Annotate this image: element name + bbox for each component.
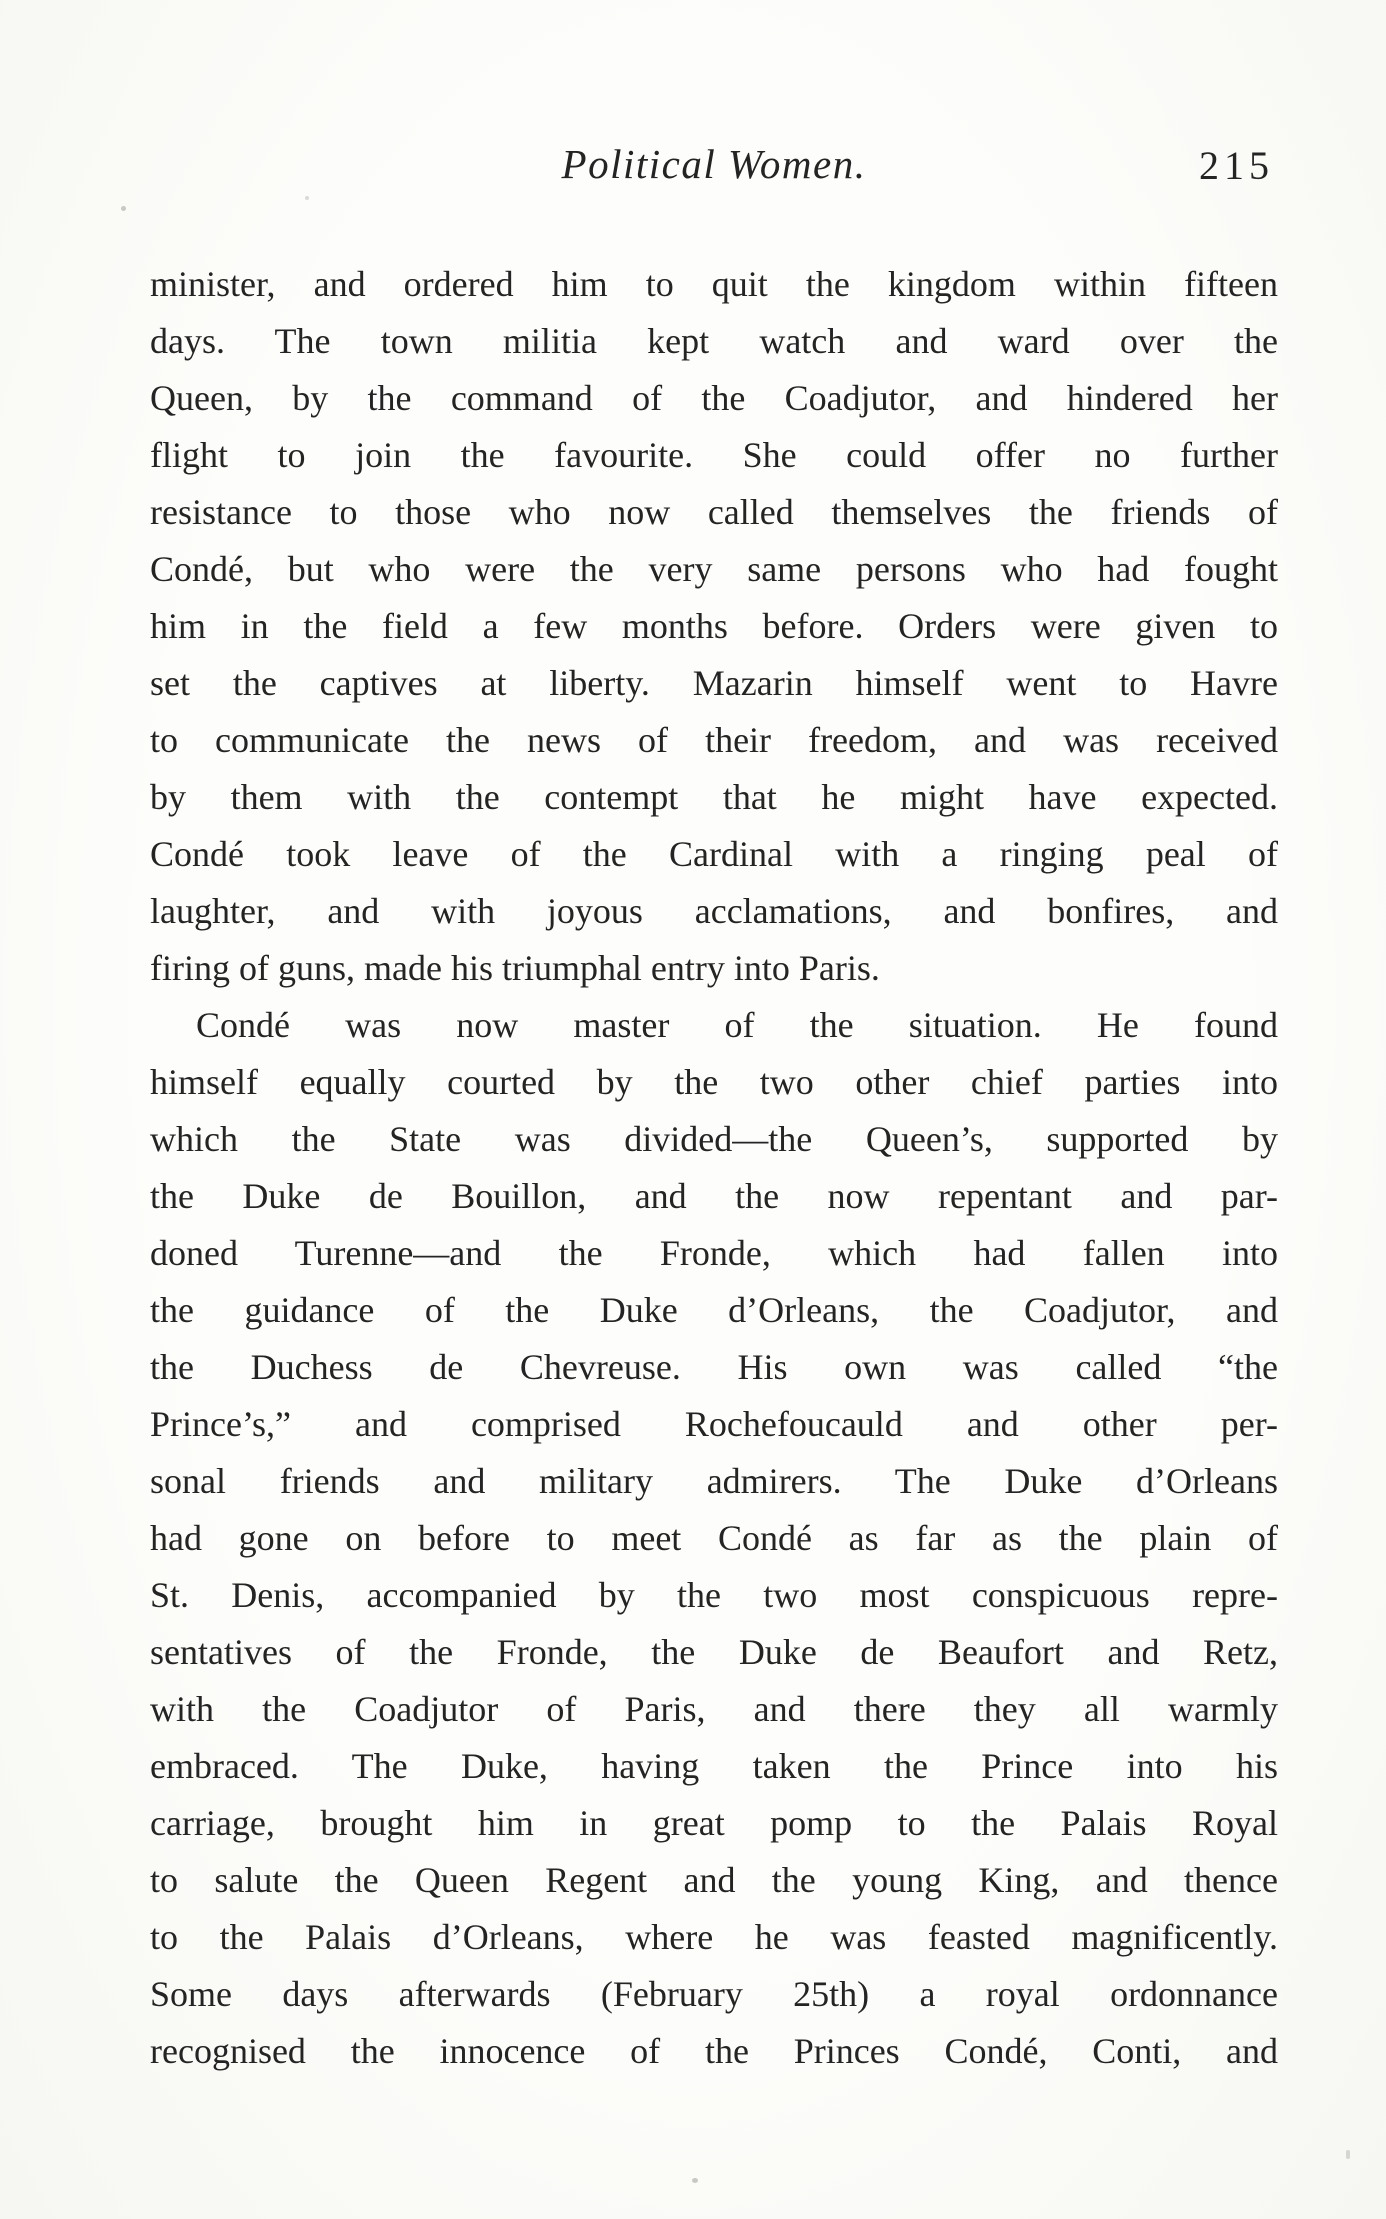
text-line: firing of guns, made his triumphal entry into Paris. [150,948,880,988]
text-line: Condé was now master of the situation. He found [196,1005,1278,1045]
text-line: by them with the contempt that he might have expected. [150,777,1278,817]
text-line: with the Coadjutor of Paris, and there they all warmly [150,1689,1278,1729]
running-header-title: Political Women. [561,141,867,187]
text-line: sentatives of the Fronde, the Duke de Beaufort and Retz, [150,1632,1278,1672]
text-line: laughter, and with joyous acclamations, and bonfires, and [150,891,1278,931]
paragraph [150,256,1278,997]
text-line: to the Palais d’Orleans, where he was feasted magnificently. [150,1917,1278,1957]
text-line: the Duke de Bouillon, and the now repentant and par- [150,1176,1278,1216]
text-line: recognised the innocence of the Princes Condé, Conti, and [150,2031,1278,2071]
text-line: the guidance of the Duke d’Orleans, the Coadjutor, and [150,1290,1278,1330]
text-line: to communicate the news of their freedom, and was received [150,720,1278,760]
text-line: St. Denis, accompanied by the two most conspicuous repre- [150,1575,1278,1615]
text-line: set the captives at liberty. Mazarin himself went to Havre [150,663,1278,703]
text-line: had gone on before to meet Condé as far as the plain of [150,1518,1278,1558]
running-header [150,140,1278,206]
text-line: him in the field a few months before. Orders were given to [150,606,1278,646]
text-line: resistance to those who now called themselves the friends of [150,492,1278,532]
text-line: minister, and ordered him to quit the kingdom within fifteen [150,264,1278,304]
text-line: embraced. The Duke, having taken the Prince into his [150,1746,1278,1786]
text-line: flight to join the favourite. She could offer no further [150,435,1278,475]
text-line: Condé took leave of the Cardinal with a ringing peal of [150,834,1278,874]
text-line: carriage, brought him in great pomp to the Palais Royal [150,1803,1278,1843]
scan-artifact [121,206,126,211]
text-line: Queen, by the command of the Coadjutor, and hindered her [150,378,1278,418]
text-line: the Duchess de Chevreuse. His own was called “the [150,1347,1278,1387]
text-line: himself equally courted by the two other chief parties into [150,1062,1278,1102]
text-line: Some days afterwards (February 25th) a royal ordonnance [150,1974,1278,2014]
text-block [150,140,1278,2080]
text-line: to salute the Queen Regent and the young King, and thence [150,1860,1278,1900]
body-text [150,256,1278,2080]
text-line: Condé, but who were the very same persons who had fought [150,549,1278,589]
text-line: days. The town militia kept watch and ward over the [150,321,1278,361]
text-line: which the State was divided—the Queen’s, supported by [150,1119,1278,1159]
scan-artifact [692,2178,698,2183]
page-number: 215 [1199,143,1274,188]
text-line: sonal friends and military admirers. The Duke d’Orleans [150,1461,1278,1501]
text-line: Prince’s,” and comprised Rochefoucauld and other per- [150,1404,1278,1444]
text-line: doned Turenne—and the Fronde, which had fallen into [150,1233,1278,1273]
scan-artifact [1346,2150,1350,2159]
paragraph [150,997,1278,2080]
